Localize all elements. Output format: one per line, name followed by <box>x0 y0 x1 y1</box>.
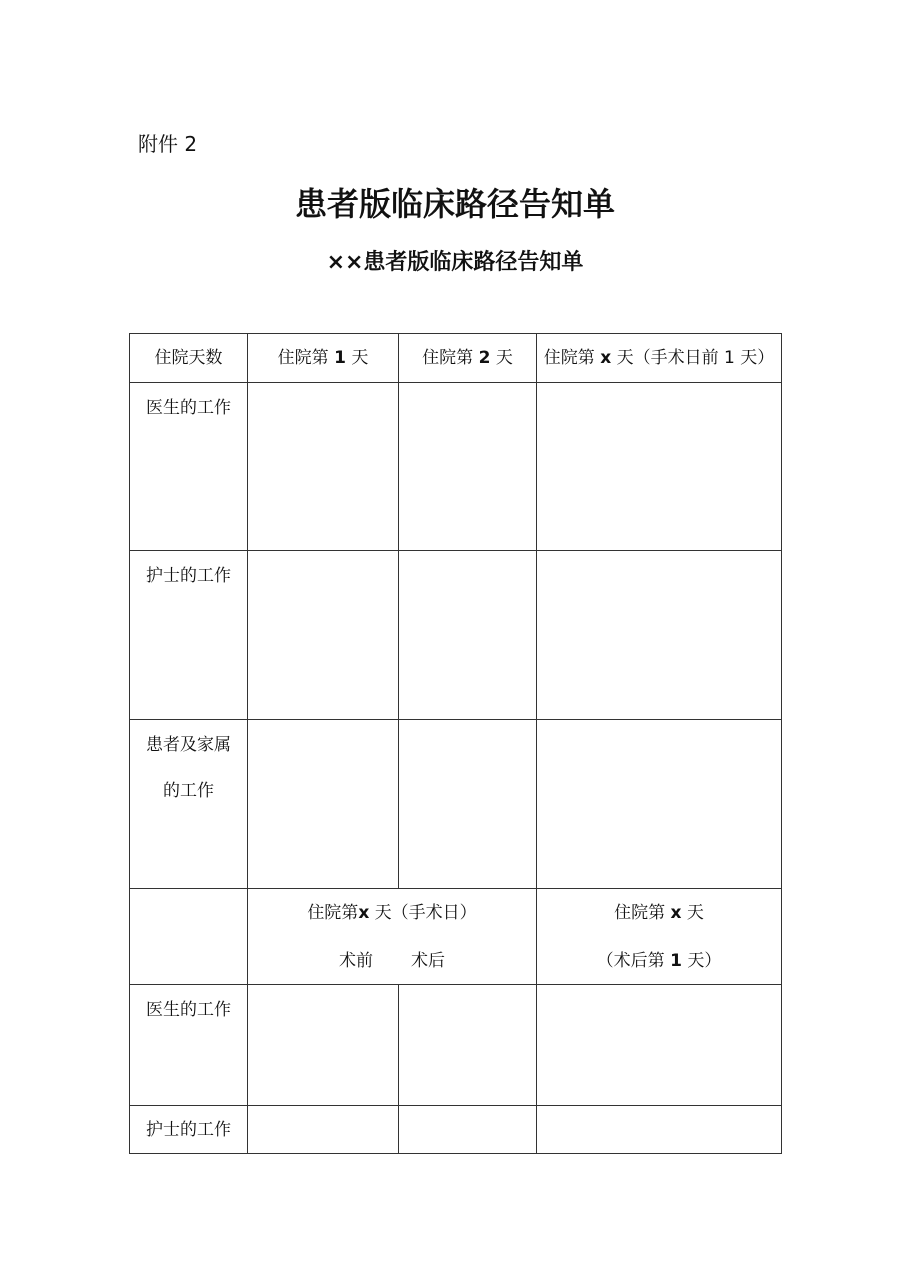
surgery-day-prefix: 住院第 <box>307 902 359 923</box>
row-label-nurse-work <box>130 551 248 720</box>
pre-post-op-line <box>248 950 536 972</box>
row-label-nurse-work-2 <box>130 1106 248 1154</box>
surgery-day-cell <box>248 889 537 985</box>
nurse-work-label: 护士的工作 <box>146 566 231 586</box>
table-cell <box>537 1106 782 1154</box>
header-dayx-num: x <box>600 348 612 368</box>
table-cell <box>537 985 782 1106</box>
header-dayx-suffix: 天（手术日前 1 天） <box>611 348 775 368</box>
surgery-day-num: x <box>358 902 370 923</box>
table-cell <box>130 889 248 985</box>
post-day-suffix: 天 <box>681 902 704 923</box>
attachment-label: 附件 2 <box>138 132 198 156</box>
post-day-line <box>537 902 781 924</box>
row-label-doctor-work-2 <box>130 985 248 1106</box>
table-cell <box>248 985 399 1106</box>
table-row <box>130 551 782 720</box>
table-cell <box>537 720 782 889</box>
post-day1-line <box>537 950 781 972</box>
second-header-row <box>130 889 782 985</box>
header-days-label: 住院天数 <box>154 348 223 368</box>
table-cell <box>537 551 782 720</box>
table-cell <box>399 720 537 889</box>
pre-op-label: 术前 <box>339 950 373 971</box>
table-cell <box>399 551 537 720</box>
table-cell <box>399 1106 537 1154</box>
header-day2-prefix: 住院第 <box>422 348 479 368</box>
table-row <box>130 720 782 889</box>
table-row <box>130 985 782 1106</box>
row-label-patient-work <box>130 720 248 889</box>
header-day1-cell <box>248 334 399 383</box>
post-day-prefix: 住院第 <box>614 902 671 923</box>
table-cell <box>399 383 537 551</box>
table-cell <box>399 985 537 1106</box>
patient-work-label-line2: 的工作 <box>163 781 214 801</box>
header-day1-num: 1 <box>334 348 346 368</box>
table-cell <box>537 383 782 551</box>
header-day2-cell <box>399 334 537 383</box>
header-day2-num: 2 <box>478 348 491 368</box>
surgery-day-suffix: 天（手术日） <box>369 902 477 923</box>
surgery-day-line <box>248 902 536 924</box>
row-label-doctor-work <box>130 383 248 551</box>
post-op-label: 术后 <box>411 950 445 971</box>
header-dayx-prefix: 住院第 <box>543 348 601 368</box>
table-cell <box>248 1106 399 1154</box>
table-row <box>130 383 782 551</box>
post-day1-num: 1 <box>670 950 682 971</box>
post-day-num: x <box>670 902 682 923</box>
table-row <box>130 1106 782 1154</box>
table-cell <box>248 720 399 889</box>
table-header-row <box>130 334 782 383</box>
form-title: ××患者版临床路径告知单 <box>326 250 584 275</box>
document-title: 患者版临床路径告知单 <box>294 185 615 223</box>
post-day-cell <box>537 889 782 985</box>
nurse-work-label-2: 护士的工作 <box>146 1119 231 1140</box>
header-day2-suffix: 天 <box>490 348 513 368</box>
header-days-cell <box>130 334 248 383</box>
doctor-work-label: 医生的工作 <box>146 398 231 418</box>
header-day1-suffix: 天 <box>345 348 369 368</box>
table-cell <box>248 383 399 551</box>
clinical-pathway-table <box>129 333 782 1154</box>
post-day1-suffix: 天） <box>681 950 722 971</box>
patient-work-label-line1: 患者及家属 <box>146 735 231 755</box>
post-day1-prefix: （术后第 <box>596 950 671 971</box>
header-dayx-cell <box>537 334 782 383</box>
table-cell <box>248 551 399 720</box>
doctor-work-label-2: 医生的工作 <box>146 1000 231 1020</box>
header-day1-prefix: 住院第 <box>277 348 335 368</box>
